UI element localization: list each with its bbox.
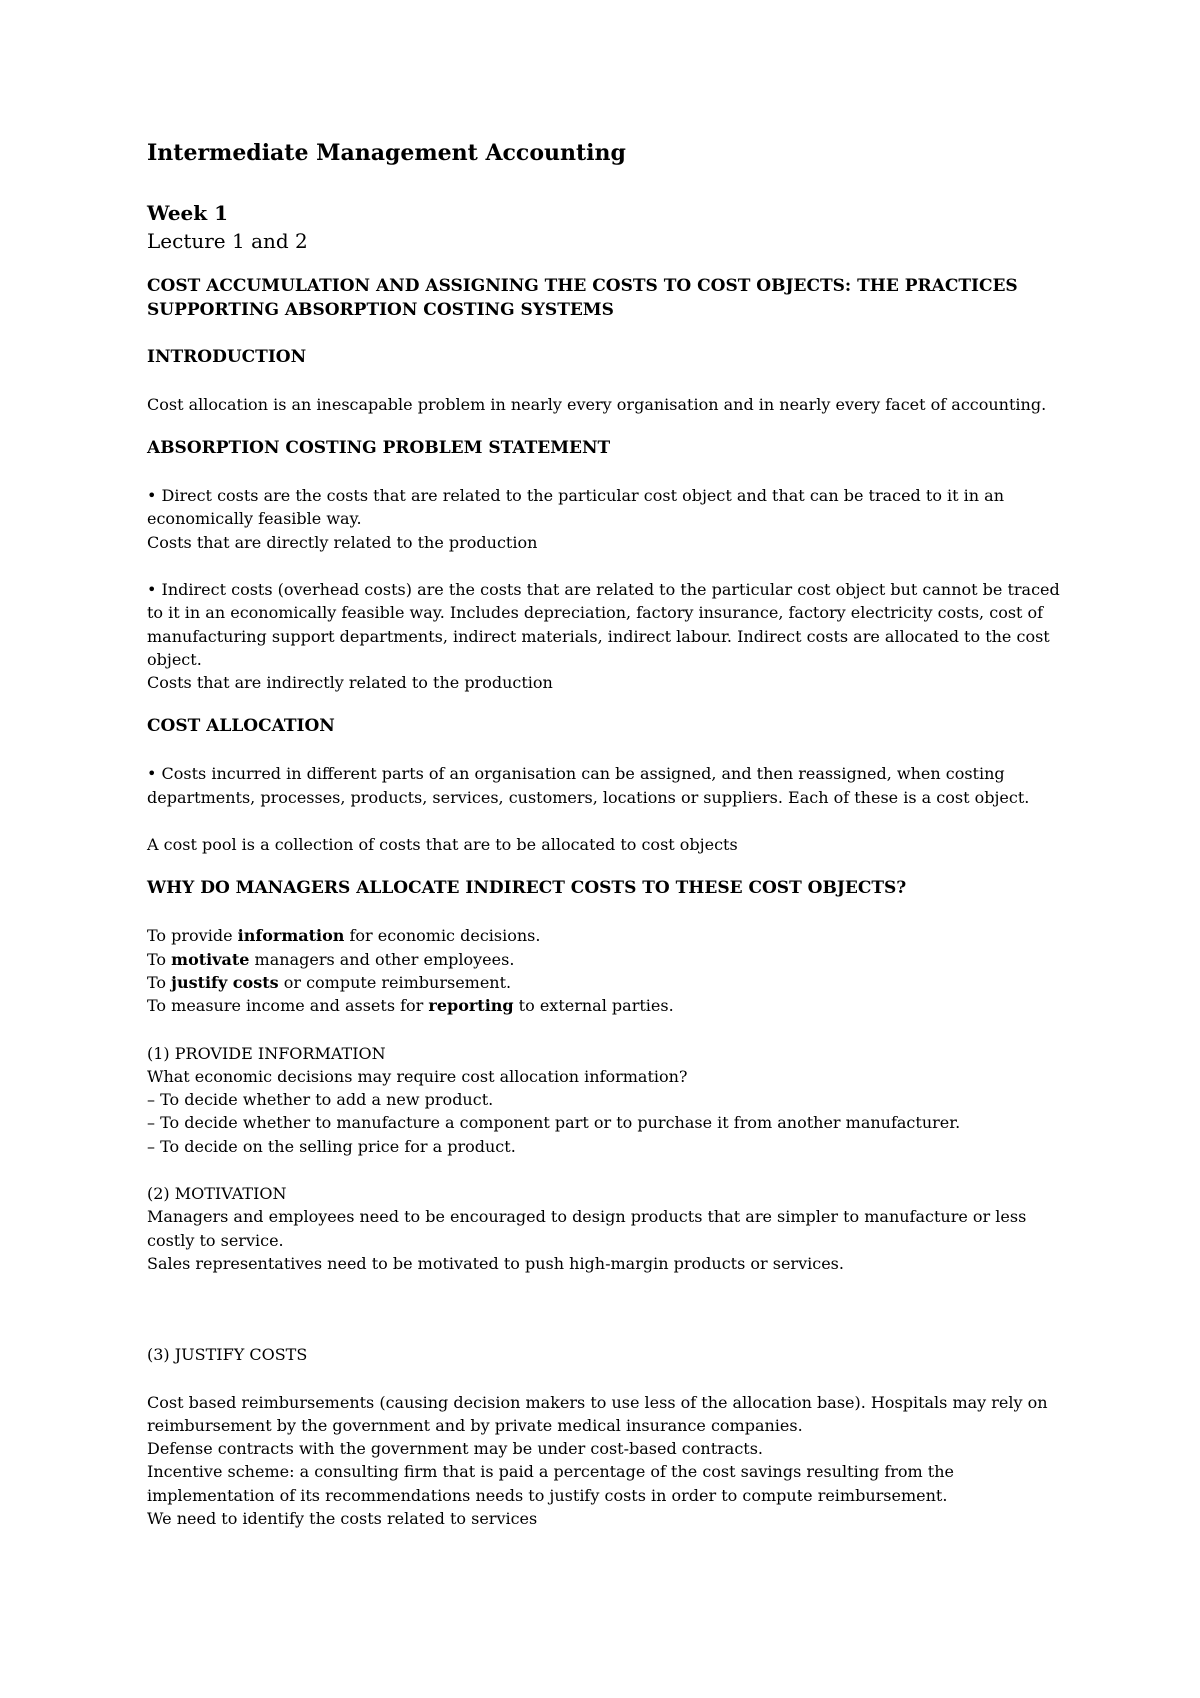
justify-text: Defense contracts with the government may be under cost-based contracts. [147, 1439, 763, 1459]
reason-information: To provide information for economic decisions. [147, 926, 541, 946]
justify-heading: (3) JUSTIFY COSTS [147, 1345, 308, 1365]
provide-info-heading: (1) PROVIDE INFORMATION [147, 1043, 386, 1063]
justify-text: Incentive scheme: a consulting firm that is paid a percentage of the cost savings resulting from the implementation of its recommendations needs to justify costs in order to compute reimbursement. [147, 1462, 954, 1505]
lecture-label: Lecture 1 and 2 [147, 228, 308, 253]
reason-reporting: To measure income and assets for reporting to external parties. [147, 996, 674, 1016]
document-page [147, 138, 1067, 1530]
direct-costs-bullet: • Direct costs are the costs that are related to the particular cost object and that can be traced to it in an economically feasible way. [147, 486, 1005, 529]
provide-info-item: – To decide on the selling price for a product. [147, 1136, 516, 1156]
cost-allocation-bullet: • Costs incurred in different parts of an organisation can be assigned, and then reassigned, when costing departments, processes, products, services, customers, locations or suppliers. Each of these is a cost object. [147, 764, 1030, 807]
indirect-costs-bullet: • Indirect costs (overhead costs) are the costs that are related to the particular cost object but cannot be traced to it in an economically feasible way. Includes depreciation, factory insurance, factory electricity costs, cost of manufacturing support departments, indirect materials, indirect labour. Indirect costs are allocated to the cost object. [147, 579, 1060, 669]
motivation-heading: (2) MOTIVATION [147, 1184, 287, 1204]
cost-allocation-heading: COST ALLOCATION [147, 716, 335, 737]
provide-info-item: – To decide whether to add a new product. [147, 1090, 494, 1110]
direct-costs-note: Costs that are directly related to the production [147, 532, 538, 552]
why-allocate-heading: WHY DO MANAGERS ALLOCATE INDIRECT COSTS TO THESE COST OBJECTS? [147, 878, 907, 899]
justify-text: Cost based reimbursements (causing decision makers to use less of the allocation base). Hospitals may rely on reimbursement by the government and by private medical insurance companies. [147, 1392, 1048, 1435]
intro-heading: INTRODUCTION [147, 346, 307, 367]
document-title: Intermediate Management Accounting [147, 140, 626, 166]
justify-text: We need to identify the costs related to services [147, 1509, 538, 1528]
provide-info-item: – To decide whether to manufacture a component part or to purchase it from another manufacturer. [147, 1113, 961, 1133]
main-heading: COST ACCUMULATION AND ASSIGNING THE COSTS TO COST OBJECTS: THE PRACTICES SUPPORTING ABSORPTION COSTING SYSTEMS [147, 275, 1018, 320]
absorption-heading: ABSORPTION COSTING PROBLEM STATEMENT [147, 438, 611, 459]
motivation-text: Managers and employees need to be encouraged to design products that are simpler to manufacture or less costly to service. [147, 1207, 1027, 1250]
reason-motivate: To motivate managers and other employees. [147, 949, 515, 969]
intro-text: Cost allocation is an inescapable problem in nearly every organisation and in nearly every facet of accounting. [147, 394, 1047, 414]
reason-justify: To justify costs or compute reimbursement. [147, 972, 512, 992]
week-label: Week 1 [147, 200, 229, 225]
cost-pool-text: A cost pool is a collection of costs that are to be allocated to cost objects [147, 835, 738, 855]
indirect-costs-note: Costs that are indirectly related to the production [147, 673, 553, 693]
provide-info-question: What economic decisions may require cost allocation information? [147, 1066, 688, 1086]
motivation-text: Sales representatives need to be motivated to push high-margin products or services. [147, 1253, 844, 1273]
